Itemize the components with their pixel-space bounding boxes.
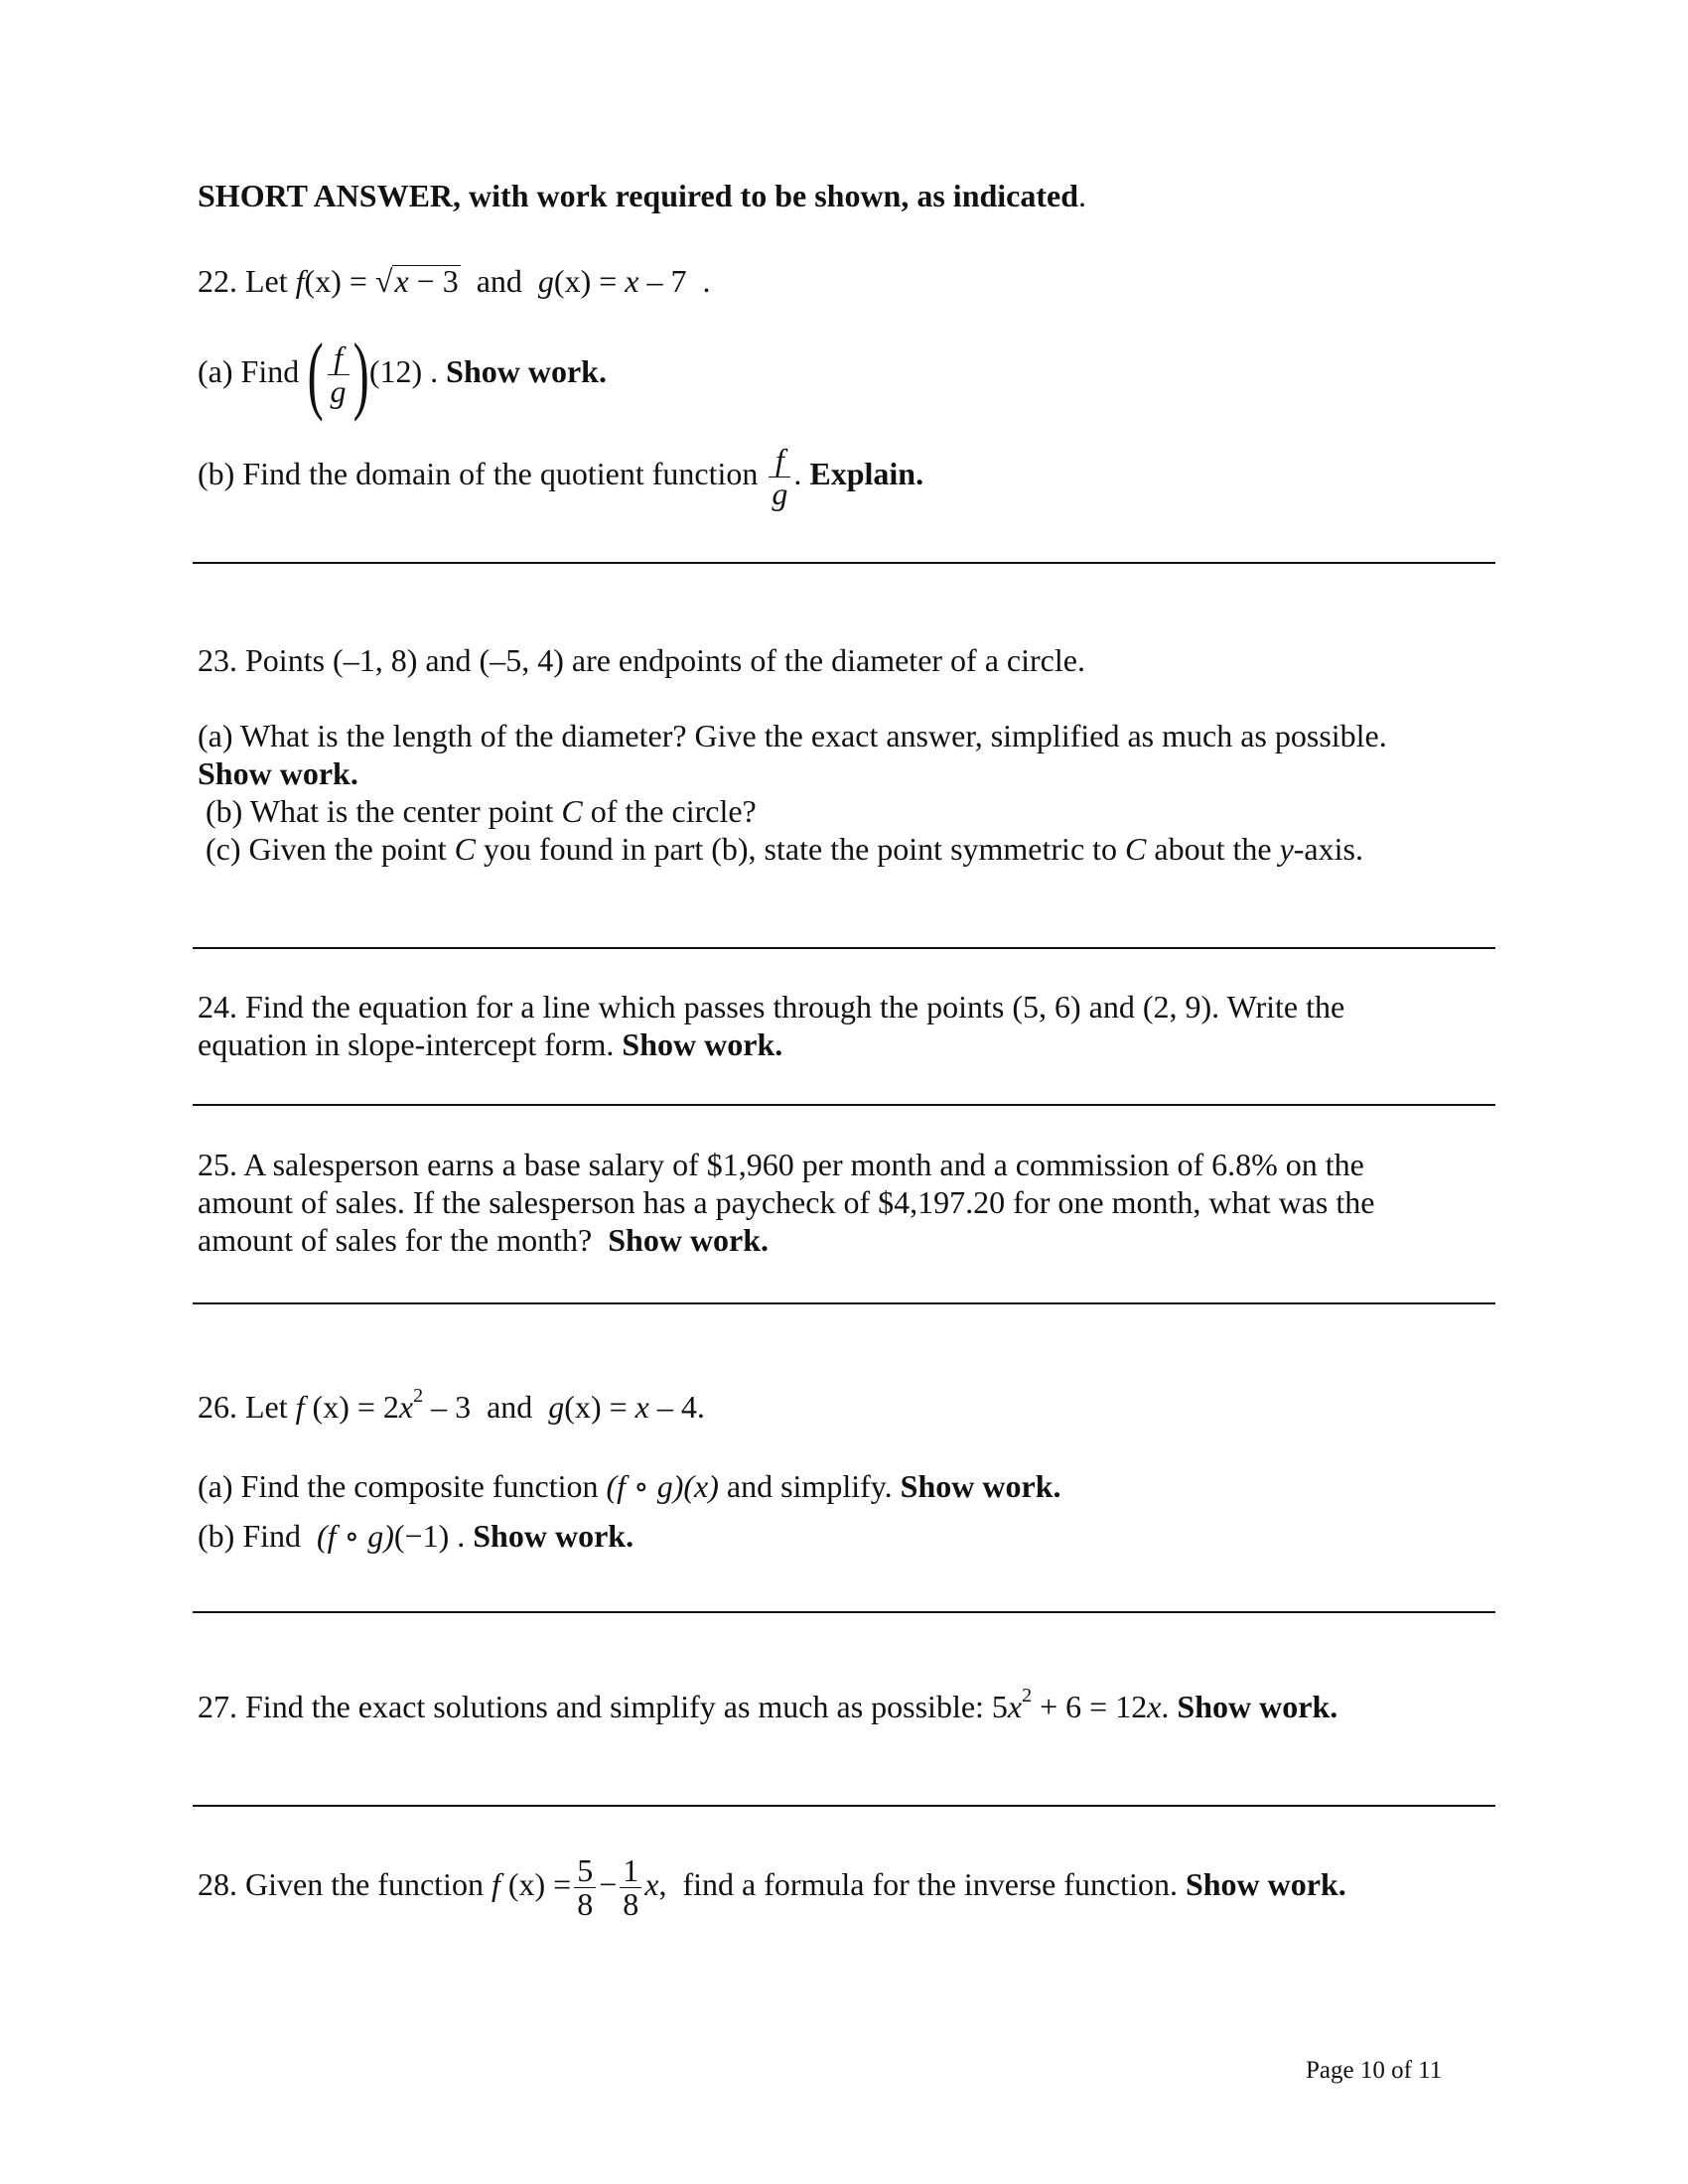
- question-28: 28. Given the function f (x) = $\frac{5}{8}$ − $\frac{1}{8}$ x, find a formula for the inverse function. Show work.: [198, 1851, 1346, 1923]
- question-23-part-b: (b) What is the center point C of the circle?: [198, 793, 757, 829]
- question-23-part-c: (c) Given the point C you found in part (b), state the point symmetric to C about the y-axis.: [198, 831, 1363, 867]
- divider: [193, 1805, 1495, 1807]
- question-25-line3: amount of sales for the month? Show work.: [198, 1222, 770, 1258]
- question-24-line1: 24. Find the equation for a line which passes through the points (5, 6) and (2, 9). Write the: [198, 989, 1345, 1024]
- question-26-stem: 26. Let f $(x) = 2x^2 - 3$ and g(x) = x – 4.: [198, 1385, 705, 1425]
- divider: [193, 1611, 1495, 1613]
- five-eighths-fraction: $\frac{5}{8}$: [574, 1854, 596, 1922]
- question-22-stem: 22. Let f(x) = √x − 3 and g(x) = x – 7 .: [198, 263, 711, 299]
- question-25-line1: 25. A salesperson earns a base salary of $1,960 per month and a commission of 6.8% on the: [198, 1147, 1364, 1182]
- page-number: Page 10 of 11: [1306, 2057, 1443, 2084]
- f-over-g-fraction-b: $\frac{f}{g}$: [769, 444, 790, 511]
- sqrt-radicand: x − 3: [394, 263, 459, 299]
- divider: [193, 1302, 1495, 1304]
- question-26-part-b: (b) Find (f ∘ g)(−1) . Show work.: [198, 1518, 634, 1554]
- divider: [193, 947, 1495, 949]
- question-26-part-a: (a) Find the composite function (f ∘ g)(x) and simplify. Show work.: [198, 1468, 1061, 1504]
- section-heading: SHORT ANSWER, with work required to be shown, as indicated.: [198, 178, 1087, 213]
- question-22-part-b: (b) Find the domain of the quotient function $\frac{f}{g}$ . Explain.: [198, 441, 924, 512]
- question-24-line2: equation in slope-intercept form. Show work.: [198, 1026, 783, 1062]
- question-23-stem: 23. Points (–1, 8) and (–5, 4) are endpoints of the diameter of a circle.: [198, 642, 1085, 678]
- question-27: 27. Find the exact solutions and simplify as much as possible: $5x^2 + 6 = 12x$. Show work.: [198, 1685, 1338, 1724]
- sqrt-symbol: √: [374, 263, 393, 299]
- one-eighth-fraction: $\frac{1}{8}$: [620, 1854, 641, 1922]
- divider: [193, 1104, 1495, 1106]
- section-title: SHORT ANSWER, with work required to be shown, as indicated: [198, 178, 1079, 213]
- f-over-g-fraction: $\frac{f}{g}$: [328, 341, 350, 409]
- question-22-part-a: (a) Find ( $\frac{f}{g}$ )(12) . Show work.: [198, 326, 607, 423]
- question-25-line2: amount of sales. If the salesperson has a paycheck of $4,197.20 for one month, what was the: [198, 1184, 1375, 1220]
- question-23-part-a: (a) What is the length of the diameter? Give the exact answer, simplified as much as possible.: [198, 718, 1387, 753]
- question-23-show-work: Show work.: [198, 755, 358, 791]
- divider: [193, 562, 1495, 564]
